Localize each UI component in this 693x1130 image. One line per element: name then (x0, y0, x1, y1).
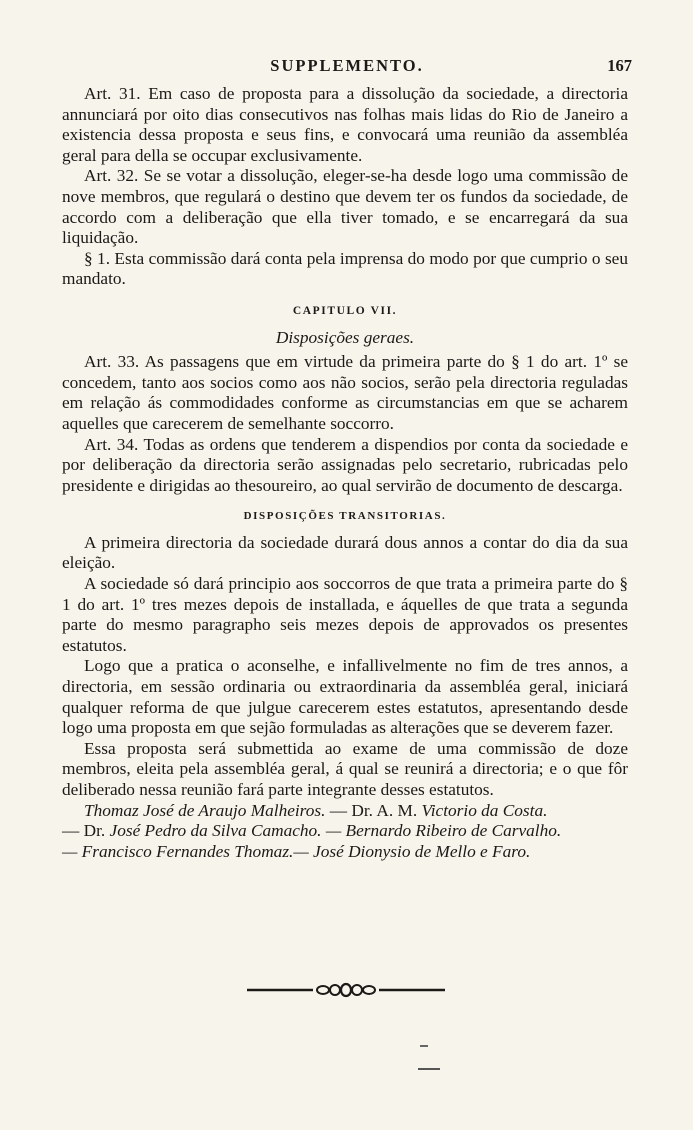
signature-3-prefix: — Dr. (62, 821, 110, 841)
signature-2-prefix: — Dr. A. M. (325, 800, 422, 820)
transitory-paragraph-4: Essa proposta será submettida ao exame de uma commissão de doze membros, eleita pela assembléa geral, á qual se reunirá a directoria; e o que fôr deliberado nessa reunião fará parte integrante desses estatutos. (62, 738, 628, 799)
main-text (62, 84, 628, 862)
signature-line-2 (62, 821, 628, 842)
paragraph-1: § 1. Esta commissão dará conta pela imprensa do modo por que cumprio o seu mandato. (62, 248, 628, 289)
signature-1: Thomaz José de Araujo Malheiros. (84, 800, 326, 820)
page-number: 167 (607, 56, 632, 75)
signature-3: José Pedro da Silva Camacho. — Bernardo Ribeiro de Carvalho. (109, 821, 562, 841)
chapter-heading: CAPITULO VII. (292, 304, 398, 317)
running-title: SUPPLEMENTO. (270, 56, 424, 75)
article-34: Art. 34. Todas as ordens que tenderem a dispendios por conta da sociedade e por deliberação da directoria serão assignadas pelo secretario, rubricadas pelo presidente e dirigidas ao thesoureiro, ao qual servirão de documento de descarga. (62, 434, 628, 495)
print-mark (420, 1045, 428, 1047)
print-mark (418, 1068, 440, 1070)
signature-line-1 (62, 801, 628, 822)
article-31: Art. 31. Em caso de proposta para a dissolução da sociedade, a directoria annunciará por oito dias consecutivos nas folhas mais lidas do Rio de Janeiro a existencia dessa proposta e seus fins, e convocará uma reunião da assembléa geral para della se occupar exclusivamente. (62, 84, 628, 165)
transitory-heading: DISPOSIÇÕES TRANSITORIAS. (243, 510, 447, 523)
page-header (62, 56, 632, 80)
article-32: Art. 32. Se se votar a dissolução, eleger-se-ha desde logo uma commissão de nove membros, que regulará o destino que devem ter os fundos da sociedade, de accordo com a deliberação que ella tiver tomado, e se encarregará da sua liquidação. (62, 166, 628, 248)
ornament-divider (247, 982, 445, 998)
transitory-paragraph-1: A primeira directoria da sociedade durará dous annos a contar do dia da sua eleição. (62, 532, 628, 573)
article-33: Art. 33. As passagens que em virtude da primeira parte do § 1 do art. 1º se concedem, tanto aos socios como aos não socios, serão pela directoria reguladas em relação ás commodidades conforme as circumstancias em que se acharem aquelles que carecerem de semelhante soccorro. (62, 352, 628, 433)
transitory-paragraph-3: Logo que a pratica o aconselhe, e infallivelmente no fim de tres annos, a directoria, em sessão ordinaria ou extraordinaria da assembléa geral, iniciará qualquer reforma de que julgue carecerem estes estatutos, apresentando desde logo uma proposta em que sejão formuladas as alterações que se deverem fazer. (62, 656, 628, 738)
transitory-paragraph-2: A sociedade só dará principio aos soccorros de que trata a primeira parte do § 1 do art. 1º tres mezes depois de installada, e áquelles de que trata a segunda parte do mesmo paragrapho seis mezes depois de approvados os presentes estatutos. (62, 574, 628, 655)
chapter-title: Disposições geraes. (275, 327, 415, 347)
signatures (62, 801, 628, 863)
signature-line-3: — Francisco Fernandes Thomaz.— José Dionysio de Mello e Faro. (62, 841, 531, 861)
signature-2: Victorio da Costa. (421, 800, 548, 820)
